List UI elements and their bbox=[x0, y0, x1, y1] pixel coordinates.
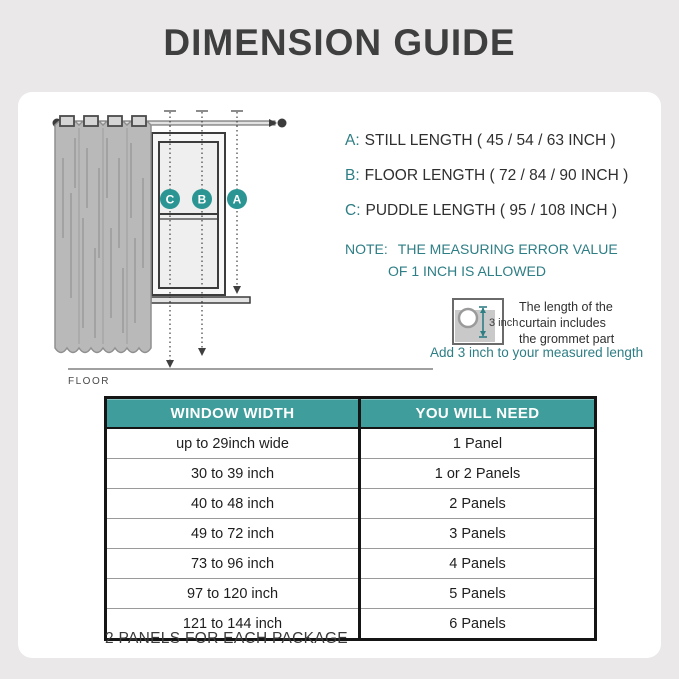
table-row bbox=[106, 489, 596, 519]
cell-panels: 1 or 2 Panels bbox=[360, 459, 596, 489]
cell-width: 49 to 72 inch bbox=[106, 519, 360, 549]
table-row bbox=[106, 459, 596, 489]
svg-text:B: B bbox=[197, 192, 207, 207]
grommet-desc-line-2: curtain includes bbox=[519, 316, 606, 330]
spec-letter-b: B: bbox=[345, 167, 360, 184]
arrow-badge-c bbox=[160, 189, 180, 209]
cell-panels: 4 Panels bbox=[360, 549, 596, 579]
arrow-badge-a bbox=[227, 189, 247, 209]
rod-arrow-right bbox=[269, 119, 277, 127]
note-block bbox=[345, 238, 618, 282]
note-line-2: OF 1 INCH IS ALLOWED bbox=[388, 263, 546, 279]
spec-text-a: STILL LENGTH ( 45 / 54 / 63 INCH ) bbox=[364, 132, 616, 149]
cell-panels: 6 Panels bbox=[360, 609, 596, 640]
note-row-1 bbox=[345, 238, 618, 260]
content-card bbox=[18, 92, 661, 658]
table-row bbox=[106, 519, 596, 549]
spec-text-b: FLOOR LENGTH ( 72 / 84 / 90 INCH ) bbox=[364, 167, 629, 184]
panel-recommendation-table bbox=[104, 396, 597, 641]
cell-panels: 2 Panels bbox=[360, 489, 596, 519]
cell-panels: 1 Panel bbox=[360, 428, 596, 459]
table-header-row bbox=[106, 398, 596, 429]
spec-line-a bbox=[345, 132, 628, 150]
cell-panels: 5 Panels bbox=[360, 579, 596, 609]
cell-width: 30 to 39 inch bbox=[106, 459, 360, 489]
spec-text-c: PUDDLE LENGTH ( 95 / 108 INCH ) bbox=[365, 202, 618, 219]
note-prefix: NOTE: bbox=[345, 241, 388, 257]
spec-letter-c: C: bbox=[345, 202, 361, 219]
table-row bbox=[106, 549, 596, 579]
package-note: 2 PANELS FOR EACH PACKAGE bbox=[105, 630, 348, 647]
grommet-tip: Add 3 inch to your measured length bbox=[430, 345, 644, 360]
cell-panels: 3 Panels bbox=[360, 519, 596, 549]
grommet-desc-line-3: the grommet part bbox=[519, 332, 615, 346]
cell-width: 97 to 120 inch bbox=[106, 579, 360, 609]
grommet-ring-icon bbox=[459, 309, 477, 327]
svg-text:C: C bbox=[165, 192, 175, 207]
cell-width: 40 to 48 inch bbox=[106, 489, 360, 519]
table-row bbox=[106, 428, 596, 459]
grommet-desc-line-1: The length of the bbox=[519, 300, 613, 314]
header-window-width: WINDOW WIDTH bbox=[106, 398, 360, 429]
svg-text:A: A bbox=[232, 192, 242, 207]
table-row bbox=[106, 579, 596, 609]
header-you-will-need: YOU WILL NEED bbox=[360, 398, 596, 429]
spec-line-b bbox=[345, 167, 628, 185]
window-sill bbox=[151, 297, 250, 303]
spec-line-c bbox=[345, 202, 628, 220]
spec-letter-a: A: bbox=[345, 132, 360, 149]
floor-label: FLOOR bbox=[68, 376, 110, 387]
cell-width: 121 to 144 inch bbox=[106, 609, 360, 640]
grommet-description bbox=[519, 299, 649, 347]
grommet-measure-label: 3 inch bbox=[489, 317, 519, 329]
page-title: DIMENSION GUIDE bbox=[163, 22, 516, 63]
note-line-1: THE MEASURING ERROR VALUE bbox=[397, 241, 618, 257]
length-spec-list bbox=[345, 132, 628, 237]
cell-width: up to 29inch wide bbox=[106, 428, 360, 459]
cell-width: 73 to 96 inch bbox=[106, 549, 360, 579]
rod-finial-right bbox=[278, 119, 287, 128]
arrow-badge-b bbox=[192, 189, 212, 209]
